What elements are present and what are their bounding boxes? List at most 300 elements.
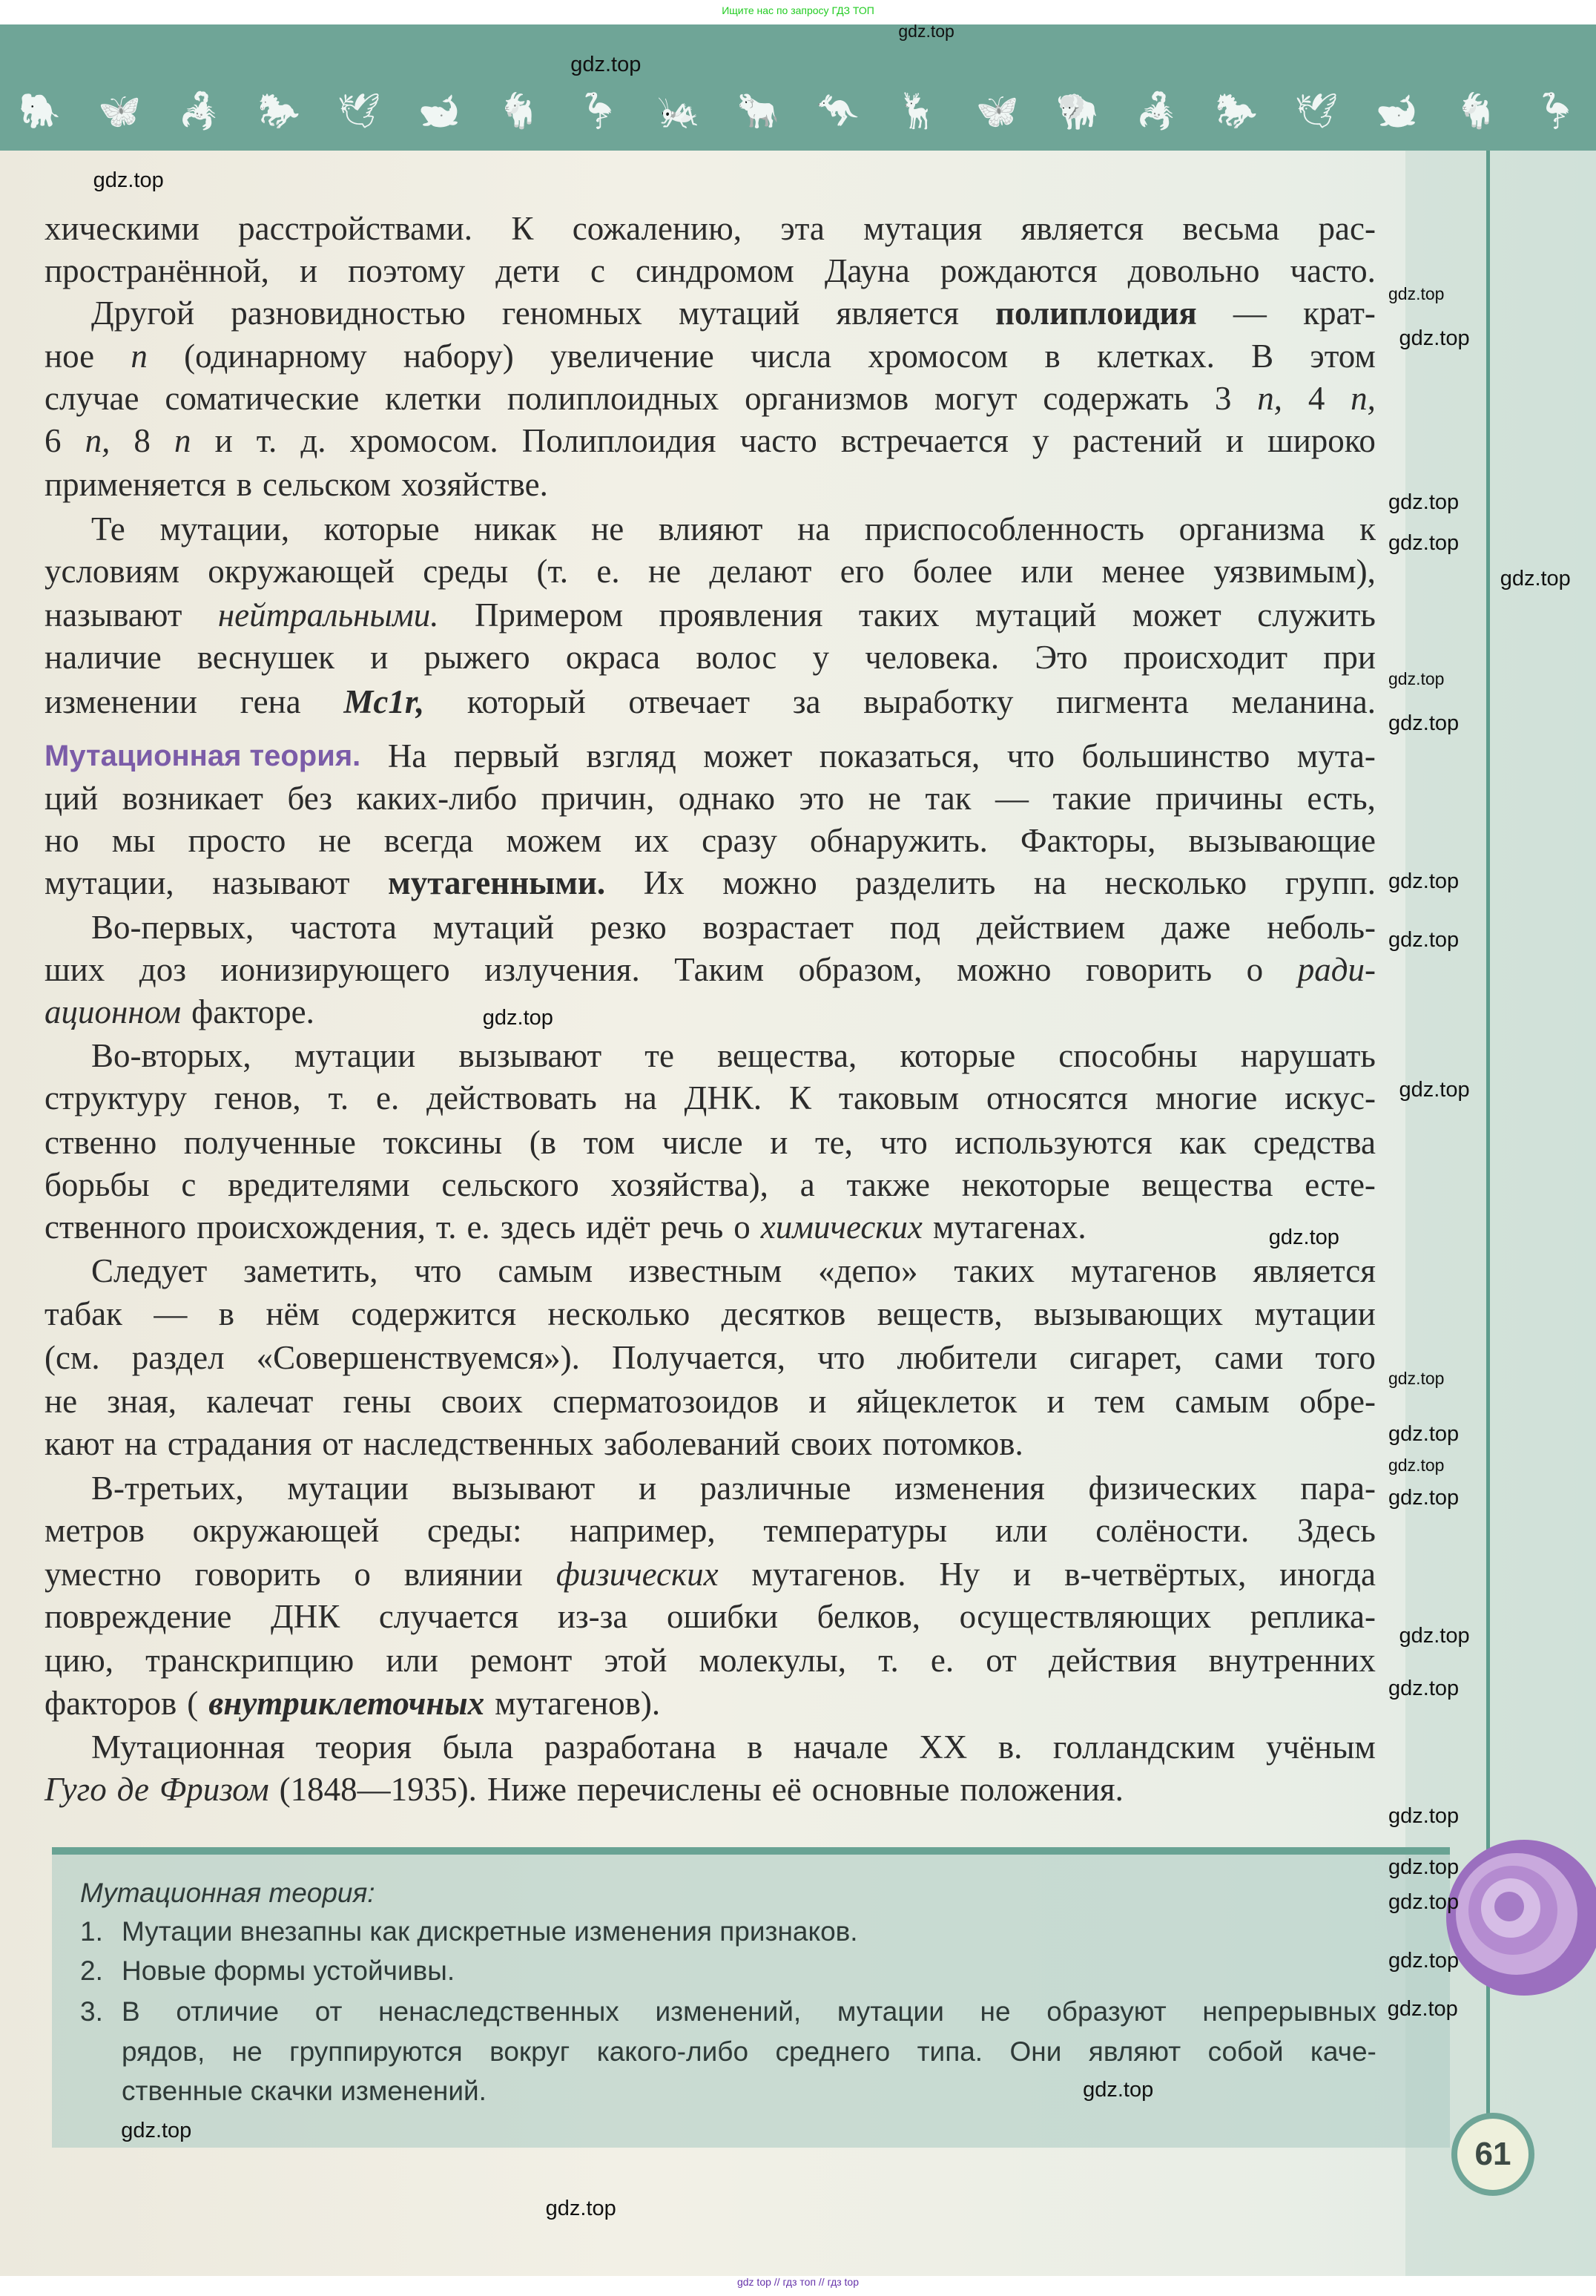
word: что [880, 1123, 928, 1161]
word: табак [44, 1295, 122, 1332]
word: К [789, 1079, 812, 1117]
word: (1848—1935). [279, 1771, 477, 1809]
word: ДНК [271, 1598, 340, 1636]
watermark: gdz.top [1500, 566, 1571, 591]
word: положения. [960, 1771, 1124, 1809]
word: здесь [500, 1208, 576, 1246]
word: известным [628, 1252, 782, 1290]
text-line [44, 1382, 1376, 1421]
word: была [442, 1728, 514, 1766]
word: изменений, [655, 1996, 802, 2027]
word: более [912, 552, 993, 590]
word: можем [506, 822, 602, 860]
antelope-icon: 🦌 [896, 92, 939, 130]
word: гена [240, 682, 301, 720]
word: Это [1035, 639, 1088, 677]
word: химических [760, 1208, 923, 1246]
word: вокруг [489, 2036, 570, 2067]
word: организма [1178, 510, 1325, 547]
word: говорить [194, 1556, 321, 1593]
word: — [995, 779, 1029, 817]
word: рас- [1318, 209, 1376, 247]
word: как [1179, 1123, 1227, 1161]
word: вызывают [458, 1037, 602, 1075]
word: не [231, 2036, 263, 2067]
whale-icon: 🐋 [418, 92, 461, 130]
word: Здесь [1296, 1511, 1376, 1549]
word: (т. [536, 552, 569, 590]
word: растений [1072, 422, 1202, 460]
word: не [868, 779, 901, 817]
word: ций [44, 779, 99, 817]
word: пространённой, [44, 252, 269, 290]
word: среды: [427, 1511, 522, 1549]
word: вызывают [452, 1469, 596, 1507]
word: способны [1058, 1037, 1198, 1075]
word: е. [596, 552, 620, 590]
whale-icon: 🐋 [1375, 92, 1418, 130]
word: внутриклеточных [208, 1684, 485, 1722]
word: служить [1257, 596, 1376, 634]
word: токсины [383, 1123, 503, 1161]
watermark: gdz.top [1388, 928, 1460, 953]
word: Полиплоидия [521, 422, 716, 460]
watermark: gdz.top [1388, 1890, 1460, 1915]
word: n, [1257, 379, 1282, 417]
word: ационном [44, 993, 182, 1030]
goat-icon: 🐐 [1455, 92, 1498, 130]
word: хическими [44, 209, 200, 247]
word: не [980, 1996, 1011, 2027]
word: полученные [183, 1123, 356, 1161]
word: цию, [44, 1642, 114, 1680]
word: е. [930, 1642, 954, 1680]
word: на [797, 510, 831, 547]
watermark: gdz.top [1388, 1455, 1445, 1475]
watermark: gdz.top [1388, 1421, 1460, 1446]
word: можно [956, 950, 1052, 988]
word: 8 [133, 422, 151, 460]
word: наследственных [363, 1425, 594, 1463]
word: неболь- [1267, 908, 1376, 946]
word: того [1315, 1338, 1376, 1376]
word: широко [1267, 422, 1376, 460]
word: или [995, 1511, 1048, 1549]
watermark: gdz.top [1268, 1226, 1339, 1249]
word: мутагенов). [495, 1684, 661, 1722]
word: 4 [1308, 379, 1325, 417]
word: числа [750, 337, 832, 375]
word: — [1233, 295, 1267, 332]
word: десятков [721, 1295, 846, 1332]
word: температуры [763, 1511, 948, 1549]
word: полиплоидных [507, 379, 719, 417]
bird-icon: 🕊 [337, 92, 381, 130]
word: Mc1r, [343, 682, 425, 720]
scorpion-icon: 🦂 [1135, 92, 1178, 130]
word: солёности. [1095, 1511, 1250, 1549]
text-line [44, 950, 1376, 989]
word: относятся [986, 1079, 1128, 1117]
word: набору) [403, 337, 514, 375]
watermark: gdz.top [1388, 1855, 1460, 1879]
word: мы [111, 822, 156, 860]
word: причины [1155, 779, 1283, 817]
text-line [44, 1511, 1376, 1550]
text-line [91, 294, 1376, 332]
word: волос [696, 639, 777, 677]
word: заболеваний [604, 1425, 781, 1463]
word: (одинарному [184, 337, 367, 375]
word: де [116, 1771, 149, 1809]
word: таких [858, 596, 940, 634]
footer-note: gdz top // гдз топ // гдз top [736, 2276, 860, 2288]
word: влиянии [403, 1556, 523, 1593]
word: при [1323, 639, 1376, 677]
watermark: gdz.top [1388, 283, 1445, 303]
horse-icon: 🐎 [1215, 92, 1258, 130]
word: говорить [1086, 950, 1213, 988]
word: — [154, 1295, 188, 1332]
watermark: gdz.top [1388, 1486, 1460, 1510]
word: среднего [775, 2036, 891, 2067]
word: транскрипцию [145, 1642, 355, 1680]
word: крат- [1303, 295, 1376, 332]
word: учёным [1266, 1728, 1376, 1766]
word: вызывающих [1034, 1295, 1224, 1332]
word: в [1044, 337, 1061, 375]
word: Ниже [487, 1771, 567, 1809]
word: возникает [122, 779, 263, 817]
word: есть, [1307, 779, 1376, 817]
word: физических [555, 1556, 719, 1593]
word: и [808, 1383, 827, 1421]
word: начале [794, 1728, 888, 1766]
word: мутации [837, 1996, 944, 2027]
word: окружающей [192, 1511, 380, 1549]
word: теория [315, 1728, 412, 1766]
word: ионизирующего [220, 950, 450, 988]
word: синдромом [636, 252, 794, 290]
word: на [1033, 864, 1066, 902]
text-line [44, 1079, 1376, 1117]
word: нарушать [1240, 1037, 1376, 1075]
watermark: gdz.top [93, 168, 164, 192]
word: борьбы [44, 1165, 150, 1203]
watermark: gdz.top [545, 2196, 616, 2220]
word: за [792, 682, 821, 720]
word: д. [300, 422, 326, 460]
word: е. [466, 1208, 490, 1246]
watermark: gdz.top [121, 2119, 192, 2143]
word: заметить, [243, 1252, 378, 1290]
word: ненаследственных [378, 1996, 619, 2027]
word: без [287, 779, 333, 817]
word: часто. [1290, 252, 1376, 290]
word: зная, [107, 1383, 177, 1421]
word: числе [662, 1123, 743, 1161]
word: Другой [91, 295, 195, 332]
word: не [318, 822, 352, 860]
word: её [771, 1771, 802, 1809]
word: какого-либо [596, 2036, 749, 2067]
text-line [91, 510, 1376, 548]
spiral-shell-icon [1442, 1832, 1596, 2003]
word: мутации, [44, 864, 174, 902]
word: мутагенов. [751, 1556, 906, 1593]
word: хозяйстве. [401, 466, 548, 504]
text-line [44, 421, 1376, 460]
word: такие [1052, 779, 1132, 817]
word: n [131, 337, 148, 375]
word: рождаются [940, 252, 1098, 290]
word: вредителями [228, 1165, 410, 1203]
list-number: 2. [80, 1955, 103, 1986]
word: В-третьих, [91, 1469, 244, 1507]
watermark: gdz.top [898, 22, 954, 42]
list-item-text [122, 2036, 1376, 2068]
word: мутаций [678, 295, 800, 332]
word: самым [498, 1252, 593, 1290]
list-item-text: Новые формы устойчивы. [122, 1955, 455, 1986]
word: случается [378, 1598, 519, 1636]
word: калечат [206, 1383, 314, 1421]
word: Таким [674, 950, 765, 988]
word: довольно [1127, 252, 1260, 290]
watermark: gdz.top [1083, 2077, 1154, 2102]
word: образуют [1046, 1996, 1167, 2027]
word: яйцеклеток [856, 1383, 1018, 1421]
word: (в [529, 1123, 557, 1161]
word: действовать [426, 1079, 597, 1117]
word: что [1006, 737, 1055, 774]
word: каче- [1310, 2036, 1376, 2067]
word: хозяйства), [610, 1165, 768, 1203]
word: т. [328, 1079, 349, 1117]
word: т. [256, 422, 277, 460]
list-number: 1. [80, 1915, 103, 1947]
word: человека. [865, 639, 1000, 677]
scorpion-icon: 🦂 [178, 92, 221, 130]
word: структуру [44, 1079, 187, 1117]
word: и [214, 422, 233, 460]
word: не [591, 510, 624, 547]
text-line [44, 1424, 1376, 1463]
word: ственного [44, 1208, 187, 1246]
word: иногда [1279, 1556, 1376, 1593]
word: и [1225, 422, 1244, 460]
word: ремонт [470, 1642, 573, 1680]
word: n [174, 422, 191, 460]
word: 6 [44, 422, 62, 460]
word: Мутационная [91, 1728, 286, 1766]
animal-silhouettes-row [0, 85, 1596, 137]
word: повреждение [44, 1598, 232, 1636]
word: о [354, 1556, 371, 1593]
word: частота [290, 908, 397, 946]
word: веснушек [197, 639, 335, 677]
animal-silhouette-icon: 🐘 [19, 92, 62, 130]
list-item-text: ственные скачки изменений. [122, 2075, 487, 2106]
word: который [466, 682, 586, 720]
word: излучения. [484, 950, 640, 988]
word: которые [323, 510, 440, 547]
list-item-text: Мутации внезапны как дискретные изменения признаков. [122, 1915, 858, 1947]
word: есте- [1305, 1165, 1376, 1203]
word: так [925, 779, 972, 817]
word: и [299, 252, 318, 290]
word: Их [643, 864, 685, 902]
word: о [733, 1208, 751, 1246]
word: происходит [1123, 639, 1288, 677]
word: среды [423, 552, 509, 590]
watermark: gdz.top [1388, 531, 1460, 556]
word: и [770, 1123, 788, 1161]
word: первый [453, 737, 559, 774]
word: перечислены [576, 1771, 762, 1809]
word: разновидностью [231, 295, 466, 332]
word: дети [495, 252, 560, 290]
word: в. [998, 1728, 1023, 1766]
word: мутаций [975, 596, 1097, 634]
text-line [91, 1469, 1376, 1507]
word: можно [722, 864, 817, 902]
word: у [812, 639, 830, 677]
word: те [644, 1037, 674, 1075]
word: нём [266, 1295, 320, 1332]
word: однако [678, 779, 776, 817]
word: что [414, 1252, 462, 1290]
text-line [44, 337, 1376, 375]
word: от [986, 1642, 1017, 1680]
word: часто [739, 422, 817, 460]
word: обнаружить. [810, 822, 988, 860]
word: вещества, [717, 1037, 857, 1075]
word: Те [91, 510, 125, 547]
word: кают [44, 1425, 114, 1463]
word: ственно [44, 1123, 157, 1161]
word: менее [1101, 552, 1185, 590]
text-line [44, 465, 1376, 504]
word: уместно [44, 1556, 162, 1593]
word: на [624, 1079, 657, 1117]
heron-icon: 🦩 [577, 92, 620, 130]
text-line [44, 1555, 1376, 1593]
text-line [44, 1338, 1376, 1377]
word: резко [590, 908, 667, 946]
text-line [91, 1728, 1376, 1766]
text-line [44, 993, 1376, 1031]
butterfly-icon: 🦋 [98, 92, 141, 130]
word: таковым [838, 1079, 960, 1117]
word: некоторые [961, 1165, 1110, 1203]
word: ради- [1297, 950, 1376, 988]
word: 3 [1214, 379, 1232, 417]
word: хромосом. [349, 422, 498, 460]
word: и [370, 639, 389, 677]
word: меланина. [1231, 682, 1376, 720]
word: ( [187, 1684, 199, 1722]
word: называют [212, 864, 350, 902]
word: мутация [863, 209, 983, 247]
word: идёт [586, 1208, 650, 1246]
word: происхождения, [197, 1208, 426, 1246]
word: под [889, 908, 941, 946]
word: генов, [214, 1079, 301, 1117]
word: сразу [702, 822, 777, 860]
word: и [1013, 1556, 1032, 1593]
word: используются [954, 1123, 1153, 1161]
goat-icon: 🐐 [498, 92, 541, 130]
word: геномных [501, 295, 642, 332]
word: несколько [547, 1295, 690, 1332]
search-hint-banner: Ищите нас по запросу ГДЗ ТОП [722, 4, 874, 16]
word: несколько [1104, 864, 1247, 902]
kangaroo-icon: 🦘 [817, 92, 860, 130]
word: просто [188, 822, 286, 860]
text-line [91, 1036, 1376, 1075]
word: Примером [474, 596, 624, 634]
word: полиплоидия [995, 295, 1197, 332]
word: гены [343, 1383, 412, 1421]
word: (см. [44, 1338, 100, 1376]
word: в [218, 1295, 235, 1332]
word: могут [934, 379, 1018, 417]
word: уязвимым), [1213, 552, 1376, 590]
word: сельском [263, 466, 392, 504]
word: реплика- [1250, 1598, 1376, 1636]
word: от [322, 1425, 353, 1463]
word: ошибки [667, 1598, 779, 1636]
word: осуществляющих [959, 1598, 1212, 1636]
word: его [840, 552, 885, 590]
text-line [91, 908, 1376, 947]
word: мутагенов [1070, 1252, 1217, 1290]
word: к [1359, 510, 1376, 547]
word: том [583, 1123, 635, 1161]
word: метров [44, 1511, 145, 1549]
word: или [1020, 552, 1074, 590]
word: факторе. [191, 993, 314, 1030]
word: у [1032, 422, 1049, 460]
word: это [799, 779, 845, 817]
word: и [1046, 1383, 1065, 1421]
list-item-text [122, 1996, 1376, 2028]
text-line [44, 1597, 1376, 1636]
word: «депо» [818, 1252, 918, 1290]
word: разработана [544, 1728, 716, 1766]
word: условиям [44, 552, 179, 590]
word: применяется [44, 466, 226, 504]
text-line [44, 379, 1376, 418]
word: мутации [1254, 1295, 1376, 1332]
word: влияют [658, 510, 763, 547]
word: средства [1253, 1123, 1376, 1161]
word: внутренних [1208, 1642, 1376, 1680]
text-line [91, 1251, 1376, 1290]
word: мутации [287, 1469, 409, 1507]
word: Гуго [44, 1771, 107, 1809]
word: n, [1351, 379, 1376, 417]
insect-icon: 🦗 [657, 92, 700, 130]
word: но [44, 822, 79, 860]
word: рядов, [122, 2036, 205, 2067]
text-line [44, 596, 1376, 634]
word: ших [44, 950, 105, 988]
word: хромосом [868, 337, 1009, 375]
text-line [44, 638, 1376, 677]
word: изменения [894, 1469, 1045, 1507]
